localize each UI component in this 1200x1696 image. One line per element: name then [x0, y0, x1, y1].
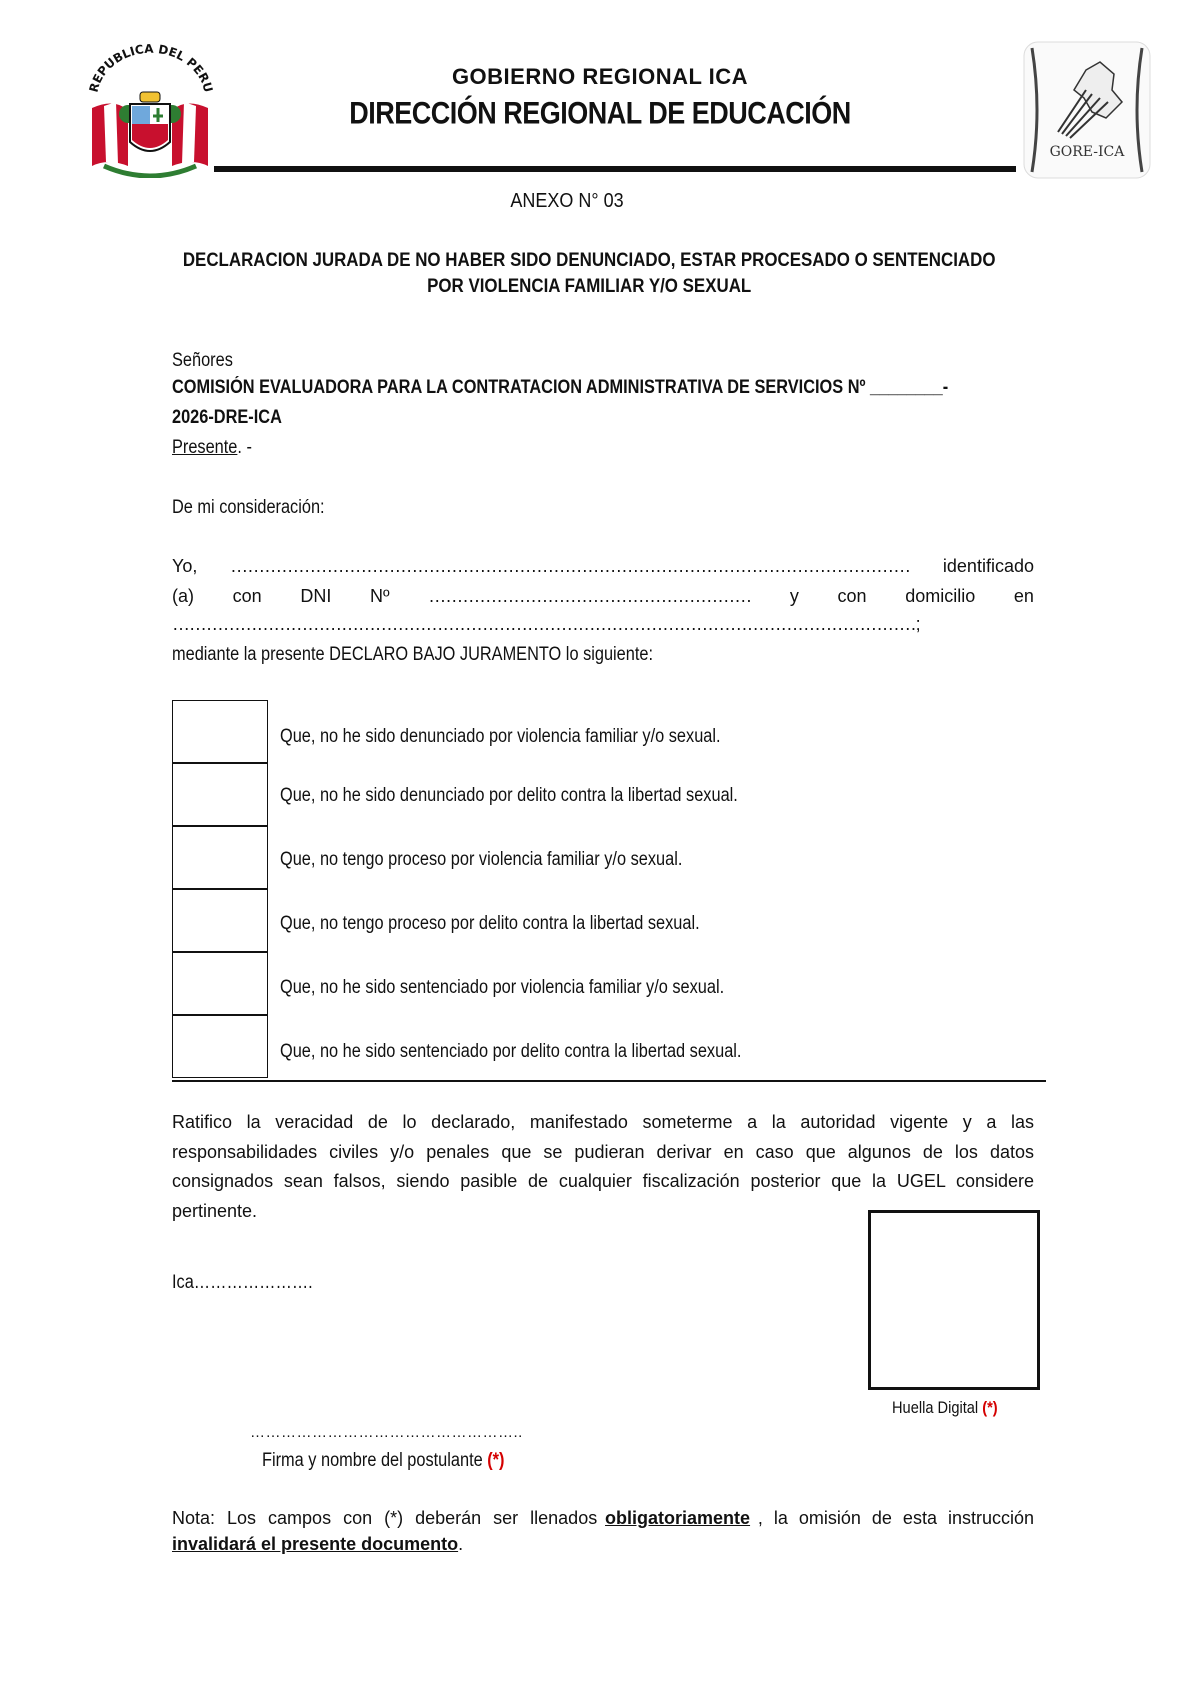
- svg-text:GORE-ICA: GORE-ICA: [1049, 144, 1125, 160]
- note-emphasis-invalidates: invalidará el presente documento: [172, 1534, 459, 1554]
- header-title-directorate: DIRECCIÓN REGIONAL DE EDUCACIÓN: [349, 95, 851, 131]
- signature-label: [262, 1450, 504, 1472]
- note-prefix: Nota: Los campos con (*) deberán ser llenados: [172, 1508, 598, 1528]
- gore-ica-logo: [1022, 40, 1152, 180]
- statement-row: [172, 1015, 1046, 1078]
- statement-row: [172, 700, 1046, 763]
- header-title-government: GOBIERNO REGIONAL ICA: [451, 64, 749, 89]
- statement-checkbox[interactable]: [172, 700, 268, 763]
- dni-field-dots[interactable]: …………………………………………………: [428, 586, 752, 606]
- identificado-word: identificado: [942, 556, 1034, 576]
- dni-line: [172, 586, 1034, 607]
- svg-text:REPUBLICA DEL PERU: REPUBLICA DEL PERU: [86, 41, 216, 94]
- presente-suffix: . -: [237, 437, 252, 458]
- annex-title: ANEXO N° 03: [510, 190, 624, 212]
- fingerprint-label-text: Huella Digital: [892, 1398, 979, 1417]
- note: [172, 1505, 1034, 1557]
- statement-text: Que, no tengo proceso por violencia familiar y/o sexual.: [280, 849, 683, 870]
- address-field-dots[interactable]: ……………………………………………………………………………………………………………………;: [172, 614, 920, 634]
- header-rule: [214, 166, 1016, 172]
- statement-row: [172, 763, 1046, 826]
- y-word: y: [789, 586, 799, 606]
- signature-label-text: Firma y nombre del postulante: [262, 1450, 483, 1471]
- statement-checkbox[interactable]: [172, 763, 268, 826]
- statement-checkbox[interactable]: [172, 826, 268, 889]
- statement-checkbox[interactable]: [172, 889, 268, 952]
- note-middle: , la omisión de esta instrucción: [757, 1508, 1034, 1528]
- statement-row: [172, 952, 1046, 1015]
- statement-row: [172, 826, 1046, 889]
- note-line2: [172, 1531, 1034, 1557]
- a-word: (a): [172, 586, 194, 606]
- declaration-title-line1: DECLARACION JURADA DE NO HABER SIDO DENUNCIADO, ESTAR PROCESADO O SENTENCIADO: [182, 250, 996, 271]
- greeting: De mi consideración:: [172, 497, 325, 518]
- statement-text: Que, no he sido sentenciado por violencia familiar y/o sexual.: [280, 977, 725, 998]
- note-line1: [172, 1505, 1034, 1531]
- statement-checkbox[interactable]: [172, 1015, 268, 1078]
- fingerprint-label: [892, 1398, 998, 1418]
- domicilio-word: domicilio: [905, 586, 976, 606]
- yo-word: Yo,: [172, 556, 198, 576]
- con-word-2: con: [837, 586, 867, 606]
- salutation: Señores: [172, 350, 233, 371]
- statement-row: [172, 889, 1046, 952]
- declaration-intro: mediante la presente DECLARO BAJO JURAMENTO lo siguiente:: [172, 644, 654, 665]
- signature-line[interactable]: ……………………………………………..: [250, 1424, 523, 1441]
- en-word: en: [1013, 586, 1034, 606]
- name-line: [172, 556, 1034, 577]
- declaration-title-line2: POR VIOLENCIA FAMILIAR Y/O SEXUAL: [427, 276, 752, 297]
- commission-name-cont: 2026-DRE-ICA: [172, 407, 282, 428]
- presente-word: Presente: [172, 437, 238, 458]
- note-suffix: .: [458, 1534, 464, 1554]
- statement-text: Que, no he sido denunciado por delito contra la libertad sexual.: [280, 785, 738, 806]
- con-word: con: [232, 586, 262, 606]
- statement-checkbox[interactable]: [172, 952, 268, 1015]
- required-mark: (*): [982, 1398, 998, 1417]
- ratification-paragraph: Ratifico la veracidad de lo declarado, manifestado someterme a la autoridad vigente y a las responsabilidades civiles y/o penales que se pudieran derivar en caso que algunos de los datos consignados sean falsos, siendo pasible de cualquier fiscalización posterior que la UGEL considere pertinente.: [172, 1112, 1034, 1221]
- table-bottom-rule: [172, 1080, 1046, 1082]
- commission-name: COMISIÓN EVALUADORA PARA LA CONTRATACION ADMINISTRATIVA DE SERVICIOS Nº ________-: [172, 377, 949, 398]
- statement-text: Que, no he sido denunciado por violencia familiar y/o sexual.: [280, 726, 721, 747]
- number-sign: Nº: [370, 586, 390, 606]
- fingerprint-box[interactable]: [868, 1210, 1040, 1390]
- name-field-dots[interactable]: …………………………………………………………………………………………………………: [230, 556, 911, 576]
- statement-text: Que, no he sido sentenciado por delito contra la libertad sexual.: [280, 1041, 742, 1062]
- required-mark: (*): [487, 1450, 505, 1471]
- dni-word: DNI: [300, 586, 332, 606]
- presente: [172, 437, 252, 459]
- address-line: [172, 614, 1034, 635]
- place-date-field[interactable]: Ica………………….: [172, 1272, 313, 1293]
- statement-text: Que, no tengo proceso por delito contra la libertad sexual.: [280, 913, 700, 934]
- note-emphasis-obligatory: obligatoriamente: [605, 1508, 751, 1528]
